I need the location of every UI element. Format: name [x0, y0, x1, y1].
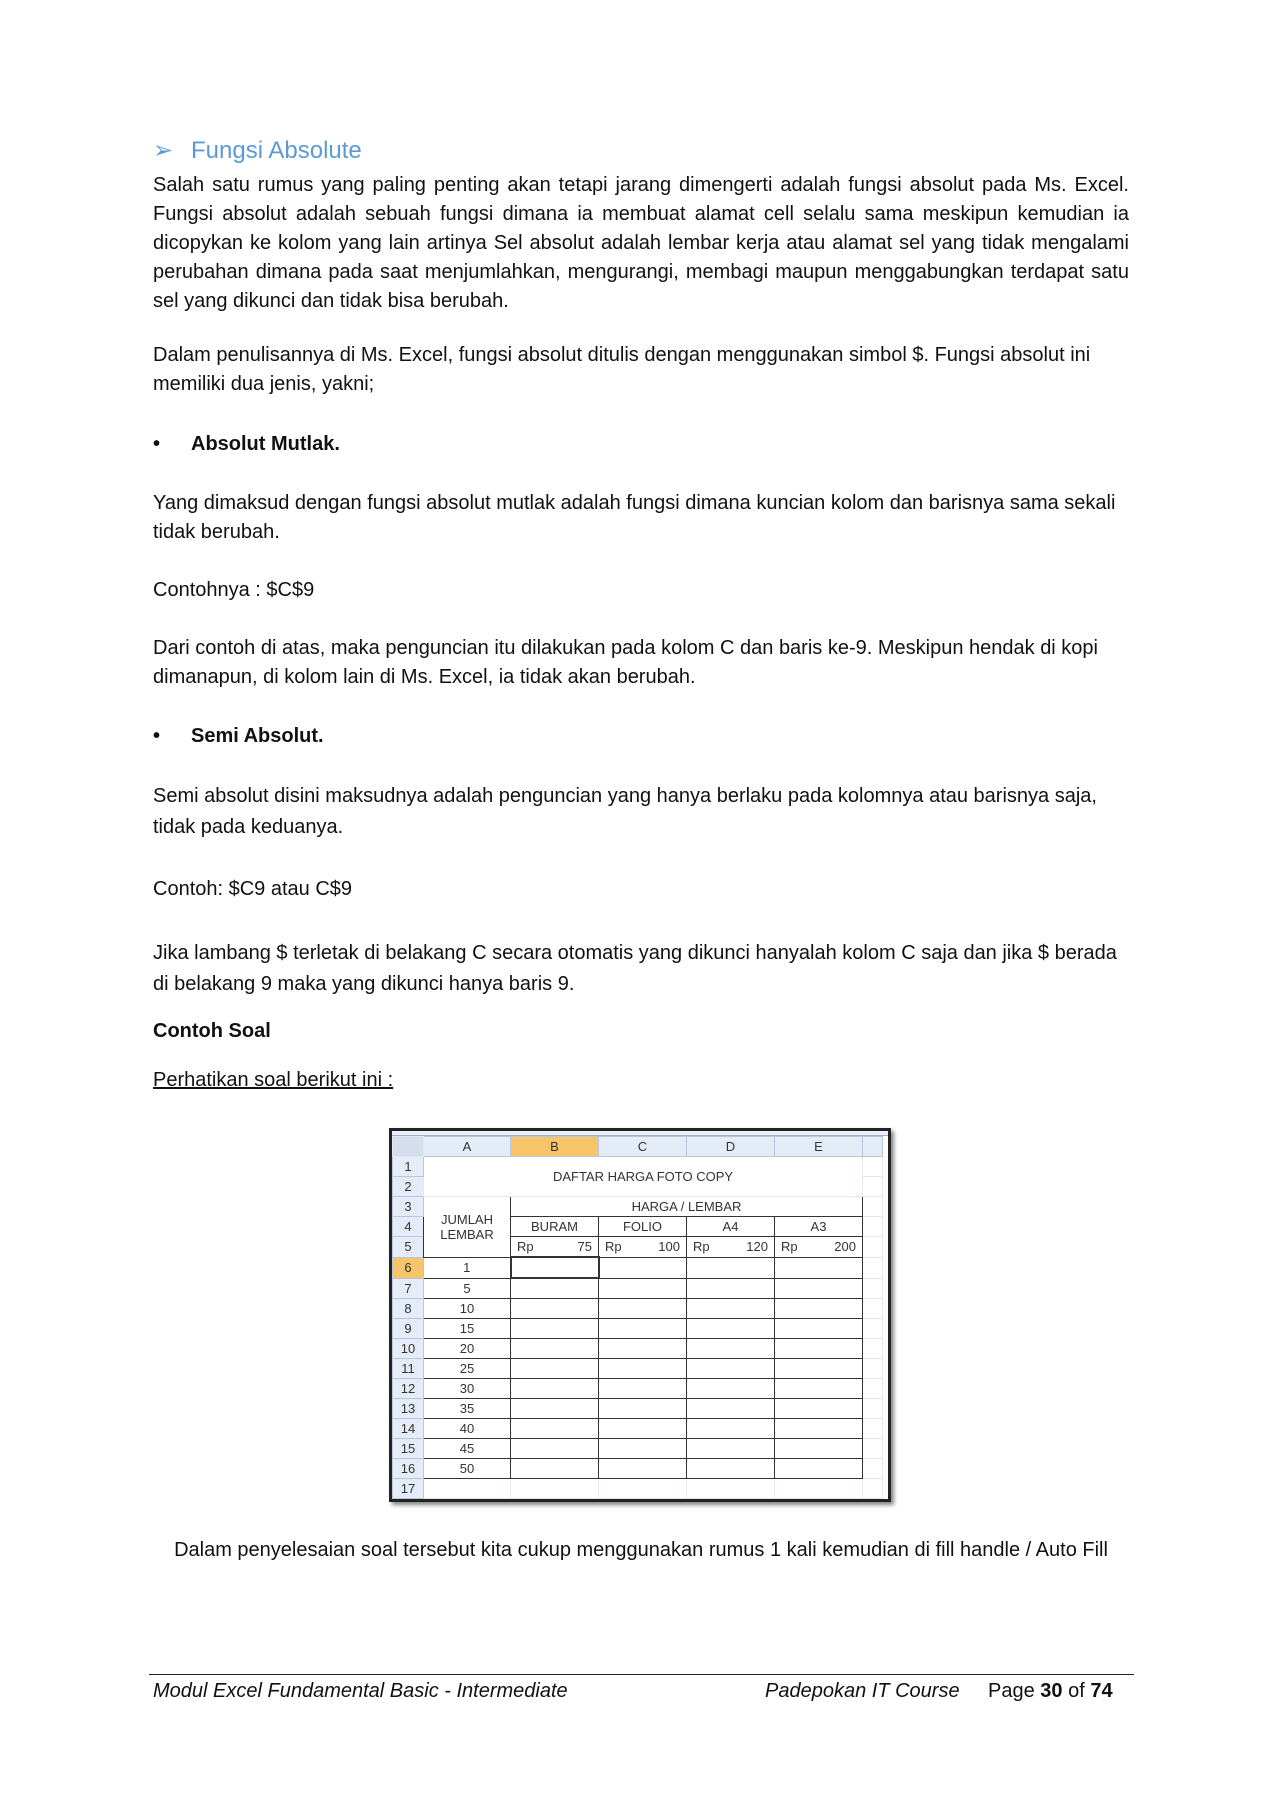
quantity-cell[interactable]: 15 — [424, 1319, 511, 1339]
quantity-cell[interactable]: 45 — [424, 1439, 511, 1459]
quantity-cell[interactable]: 50 — [424, 1459, 511, 1479]
sheet-row — [393, 1339, 883, 1359]
price-result-cell[interactable] — [775, 1419, 863, 1439]
row-header[interactable]: 14 — [393, 1419, 424, 1439]
sheet-row — [393, 1157, 883, 1177]
bullet-icon: • — [153, 725, 161, 747]
column-header-A[interactable]: A — [424, 1137, 511, 1157]
row-header[interactable]: 10 — [393, 1339, 424, 1359]
mutlak-explanation: Dari contoh di atas, maka penguncian itu dilakukan pada kolom C dan baris ke-9. Meskipun hendak di kopi dimanapun, di kolom lain di Ms. Excel, ia tidak akan berubah. — [153, 637, 1098, 688]
empty-cell[interactable] — [863, 1177, 883, 1197]
sheet-row — [393, 1379, 883, 1399]
price-result-cell[interactable] — [511, 1339, 599, 1359]
arrow-bullet-icon: ➢ — [153, 137, 174, 164]
row-header[interactable]: 8 — [393, 1299, 424, 1319]
price-result-cell[interactable] — [599, 1319, 687, 1339]
price-result-cell[interactable] — [599, 1339, 687, 1359]
soal-title: Contoh Soal — [153, 1020, 271, 1042]
bullet-semi-absolut — [153, 722, 1129, 751]
price-result-cell[interactable] — [511, 1379, 599, 1399]
price-value: 120 — [746, 1239, 768, 1255]
footer-module-title: Modul Excel Fundamental Basic - Intermediate — [153, 1680, 568, 1702]
row-header[interactable]: 7 — [393, 1278, 424, 1299]
price-result-cell[interactable] — [687, 1419, 775, 1439]
empty-cell[interactable] — [863, 1299, 883, 1319]
empty-cell[interactable] — [775, 1479, 863, 1499]
empty-cell[interactable] — [863, 1237, 883, 1258]
price-result-cell[interactable] — [687, 1439, 775, 1459]
empty-cell[interactable] — [863, 1479, 883, 1499]
semi-explanation: Jika lambang $ terletak di belakang C secara otomatis yang dikunci hanyalah kolom C saja dan jika $ berada di belakang 9 maka yang dikunci hanya baris 9. — [153, 942, 1117, 995]
column-header-B[interactable]: B — [511, 1137, 599, 1157]
mutlak-description: Yang dimaksud dengan fungsi absolut mutlak adalah fungsi dimana kuncian kolom dan barisnya sama sekali tidak berubah. — [153, 492, 1116, 543]
empty-cell[interactable] — [424, 1479, 511, 1499]
price-result-cell[interactable] — [511, 1359, 599, 1379]
bullet-label: Absolut Mutlak. — [191, 433, 340, 455]
price-result-cell[interactable] — [775, 1319, 863, 1339]
sheet-row — [393, 1439, 883, 1459]
row-header[interactable]: 4 — [393, 1217, 424, 1237]
spreadsheet-grid — [392, 1136, 883, 1499]
price-cell — [599, 1237, 687, 1258]
price-result-cell[interactable] — [775, 1257, 863, 1278]
row-header[interactable]: 9 — [393, 1319, 424, 1339]
caption: Dalam penyelesaian soal tersebut kita cukup menggunakan rumus 1 kali kemudian di fill handle / Auto Fill — [174, 1539, 1108, 1561]
footer-divider — [149, 1674, 1134, 1675]
empty-cell[interactable] — [863, 1399, 883, 1419]
price-result-cell[interactable] — [599, 1399, 687, 1419]
empty-cell[interactable] — [863, 1439, 883, 1459]
sheet-row — [393, 1359, 883, 1379]
column-header-D[interactable]: D — [687, 1137, 775, 1157]
price-result-cell[interactable] — [687, 1278, 775, 1299]
price-result-cell[interactable] — [775, 1439, 863, 1459]
empty-cell[interactable] — [863, 1339, 883, 1359]
row-header[interactable]: 1 — [393, 1157, 424, 1177]
price-result-cell[interactable] — [775, 1299, 863, 1319]
quantity-cell[interactable]: 25 — [424, 1359, 511, 1379]
row-header[interactable]: 3 — [393, 1197, 424, 1217]
price-cell — [511, 1237, 599, 1258]
empty-cell[interactable] — [863, 1379, 883, 1399]
sheet-title: DAFTAR HARGA FOTO COPY — [424, 1157, 863, 1197]
column-header-E[interactable]: E — [775, 1137, 863, 1157]
sheet-row — [393, 1479, 883, 1499]
soal-intro — [153, 1066, 393, 1095]
quantity-cell[interactable]: 30 — [424, 1379, 511, 1399]
row-header[interactable]: 17 — [393, 1479, 424, 1499]
bullet-icon: • — [153, 433, 161, 455]
bullet-absolut-mutlak — [153, 430, 1129, 459]
column-header-C[interactable]: C — [599, 1137, 687, 1157]
quantity-cell[interactable]: 10 — [424, 1299, 511, 1319]
price-result-cell[interactable] — [775, 1459, 863, 1479]
page-current: 30 — [1040, 1680, 1063, 1702]
soal-intro-text: Perhatikan soal berikut ini : — [153, 1069, 394, 1091]
price-result-cell[interactable] — [599, 1419, 687, 1439]
price-result-cell[interactable] — [687, 1379, 775, 1399]
column-header-row — [393, 1137, 883, 1157]
price-result-cell[interactable] — [775, 1379, 863, 1399]
price-result-cell[interactable] — [775, 1339, 863, 1359]
section-title: Fungsi Absolute — [191, 137, 362, 164]
empty-cell[interactable] — [863, 1197, 883, 1217]
price-result-cell[interactable] — [687, 1399, 775, 1419]
price-result-cell[interactable] — [599, 1359, 687, 1379]
column-header-blank — [863, 1137, 883, 1157]
bullet-label: Semi Absolut. — [191, 725, 324, 747]
row-header[interactable]: 15 — [393, 1439, 424, 1459]
price-result-cell[interactable] — [599, 1439, 687, 1459]
paper-type-header: A3 — [775, 1217, 863, 1237]
price-result-cell[interactable] — [599, 1278, 687, 1299]
sheet-row — [393, 1319, 883, 1339]
price-cell — [775, 1237, 863, 1258]
price-result-cell[interactable] — [687, 1319, 775, 1339]
footer-page-number — [988, 1680, 1113, 1703]
price-result-cell[interactable] — [687, 1299, 775, 1319]
price-result-cell[interactable] — [775, 1278, 863, 1299]
price-result-cell[interactable] — [775, 1359, 863, 1379]
price-value: 75 — [577, 1239, 592, 1254]
paper-type-header: FOLIO — [599, 1217, 687, 1237]
sheet-row — [393, 1299, 883, 1319]
currency-label: Rp — [517, 1239, 534, 1254]
lembar-label: LEMBAR — [440, 1226, 494, 1242]
sheet-row — [393, 1399, 883, 1419]
paper-type-header: A4 — [687, 1217, 775, 1237]
active-cell[interactable] — [511, 1257, 599, 1278]
sheet-row — [393, 1197, 883, 1217]
empty-cell[interactable] — [863, 1217, 883, 1237]
row-header[interactable]: 6 — [393, 1257, 424, 1278]
spreadsheet-image — [389, 1128, 891, 1502]
price-result-cell[interactable] — [511, 1399, 599, 1419]
sheet-row — [393, 1459, 883, 1479]
sheet-row — [393, 1257, 883, 1278]
footer-publisher: Padepokan IT Course — [765, 1680, 960, 1702]
empty-cell[interactable] — [687, 1479, 775, 1499]
quantity-cell[interactable]: 20 — [424, 1339, 511, 1359]
price-result-cell[interactable] — [687, 1459, 775, 1479]
mutlak-example: Contohnya : $C$9 — [153, 579, 315, 601]
price-result-cell[interactable] — [599, 1459, 687, 1479]
row-header[interactable]: 16 — [393, 1459, 424, 1479]
row-header[interactable]: 13 — [393, 1399, 424, 1419]
currency-label: Rp — [781, 1239, 798, 1255]
page-of: of — [1068, 1680, 1085, 1702]
row-header[interactable]: 12 — [393, 1379, 424, 1399]
price-value: 200 — [834, 1239, 856, 1255]
price-cell — [687, 1237, 775, 1258]
header-jumlah-lembar — [424, 1197, 511, 1258]
price-value: 100 — [658, 1239, 680, 1255]
page-total: 74 — [1090, 1680, 1113, 1702]
empty-cell[interactable] — [863, 1157, 883, 1177]
price-result-cell[interactable] — [511, 1419, 599, 1439]
paper-type-header: BURAM — [511, 1217, 599, 1237]
symbol-paragraph: Dalam penulisannya di Ms. Excel, fungsi absolut ditulis dengan menggunakan simbol $. Fungsi absolut ini memiliki dua jenis, yakni; — [153, 344, 1091, 395]
price-result-cell[interactable] — [687, 1359, 775, 1379]
intro-paragraph: Salah satu rumus yang paling penting akan tetapi jarang dimengerti adalah fungsi absolut pada Ms. Excel. Fungsi absolut adalah sebuah fungsi dimana ia membuat alamat cell selalu sama meskipun kemudian ia dicopykan ke kolom yang lain artinya Sel absolut adalah lembar kerja atau alamat sel yang tidak mengalami perubahan dimana pada saat menjumlahkan, mengurangi, membagi maupun menggabungkan terdapat satu sel yang dikunci dan tidak bisa berubah. — [153, 174, 1129, 312]
price-result-cell[interactable] — [599, 1257, 687, 1278]
price-result-cell[interactable] — [511, 1299, 599, 1319]
row-header[interactable]: 11 — [393, 1359, 424, 1379]
price-result-cell[interactable] — [599, 1299, 687, 1319]
sheet-row — [393, 1419, 883, 1439]
empty-cell[interactable] — [511, 1479, 599, 1499]
empty-cell[interactable] — [863, 1419, 883, 1439]
price-result-cell[interactable] — [511, 1319, 599, 1339]
currency-label: Rp — [605, 1239, 622, 1255]
price-result-cell[interactable] — [511, 1459, 599, 1479]
quantity-cell[interactable]: 40 — [424, 1419, 511, 1439]
empty-cell[interactable] — [599, 1479, 687, 1499]
quantity-cell[interactable]: 5 — [424, 1278, 511, 1299]
header-harga-lembar: HARGA / LEMBAR — [511, 1197, 863, 1217]
row-header[interactable]: 2 — [393, 1177, 424, 1197]
currency-label: Rp — [693, 1239, 710, 1255]
price-result-cell[interactable] — [687, 1339, 775, 1359]
empty-cell[interactable] — [863, 1319, 883, 1339]
empty-cell[interactable] — [863, 1459, 883, 1479]
quantity-cell[interactable]: 35 — [424, 1399, 511, 1419]
page-prefix: Page — [988, 1680, 1035, 1702]
empty-cell[interactable] — [863, 1359, 883, 1379]
row-header[interactable]: 5 — [393, 1237, 424, 1258]
semi-example: Contoh: $C9 atau C$9 — [153, 878, 353, 900]
empty-cell[interactable] — [863, 1257, 883, 1278]
price-result-cell[interactable] — [687, 1257, 775, 1278]
price-result-cell[interactable] — [599, 1379, 687, 1399]
price-result-cell[interactable] — [775, 1399, 863, 1419]
price-result-cell[interactable] — [511, 1439, 599, 1459]
semi-description: Semi absolut disini maksudnya adalah penguncian yang hanya berlaku pada kolomnya atau barisnya saja, tidak pada keduanya. — [153, 785, 1097, 838]
select-all-corner[interactable] — [393, 1137, 424, 1157]
empty-cell[interactable] — [863, 1278, 883, 1299]
jumlah-label: JUMLAH — [440, 1211, 493, 1227]
price-result-cell[interactable] — [511, 1278, 599, 1299]
quantity-cell[interactable]: 1 — [424, 1257, 511, 1278]
sheet-row — [393, 1278, 883, 1299]
section-heading — [153, 136, 362, 165]
